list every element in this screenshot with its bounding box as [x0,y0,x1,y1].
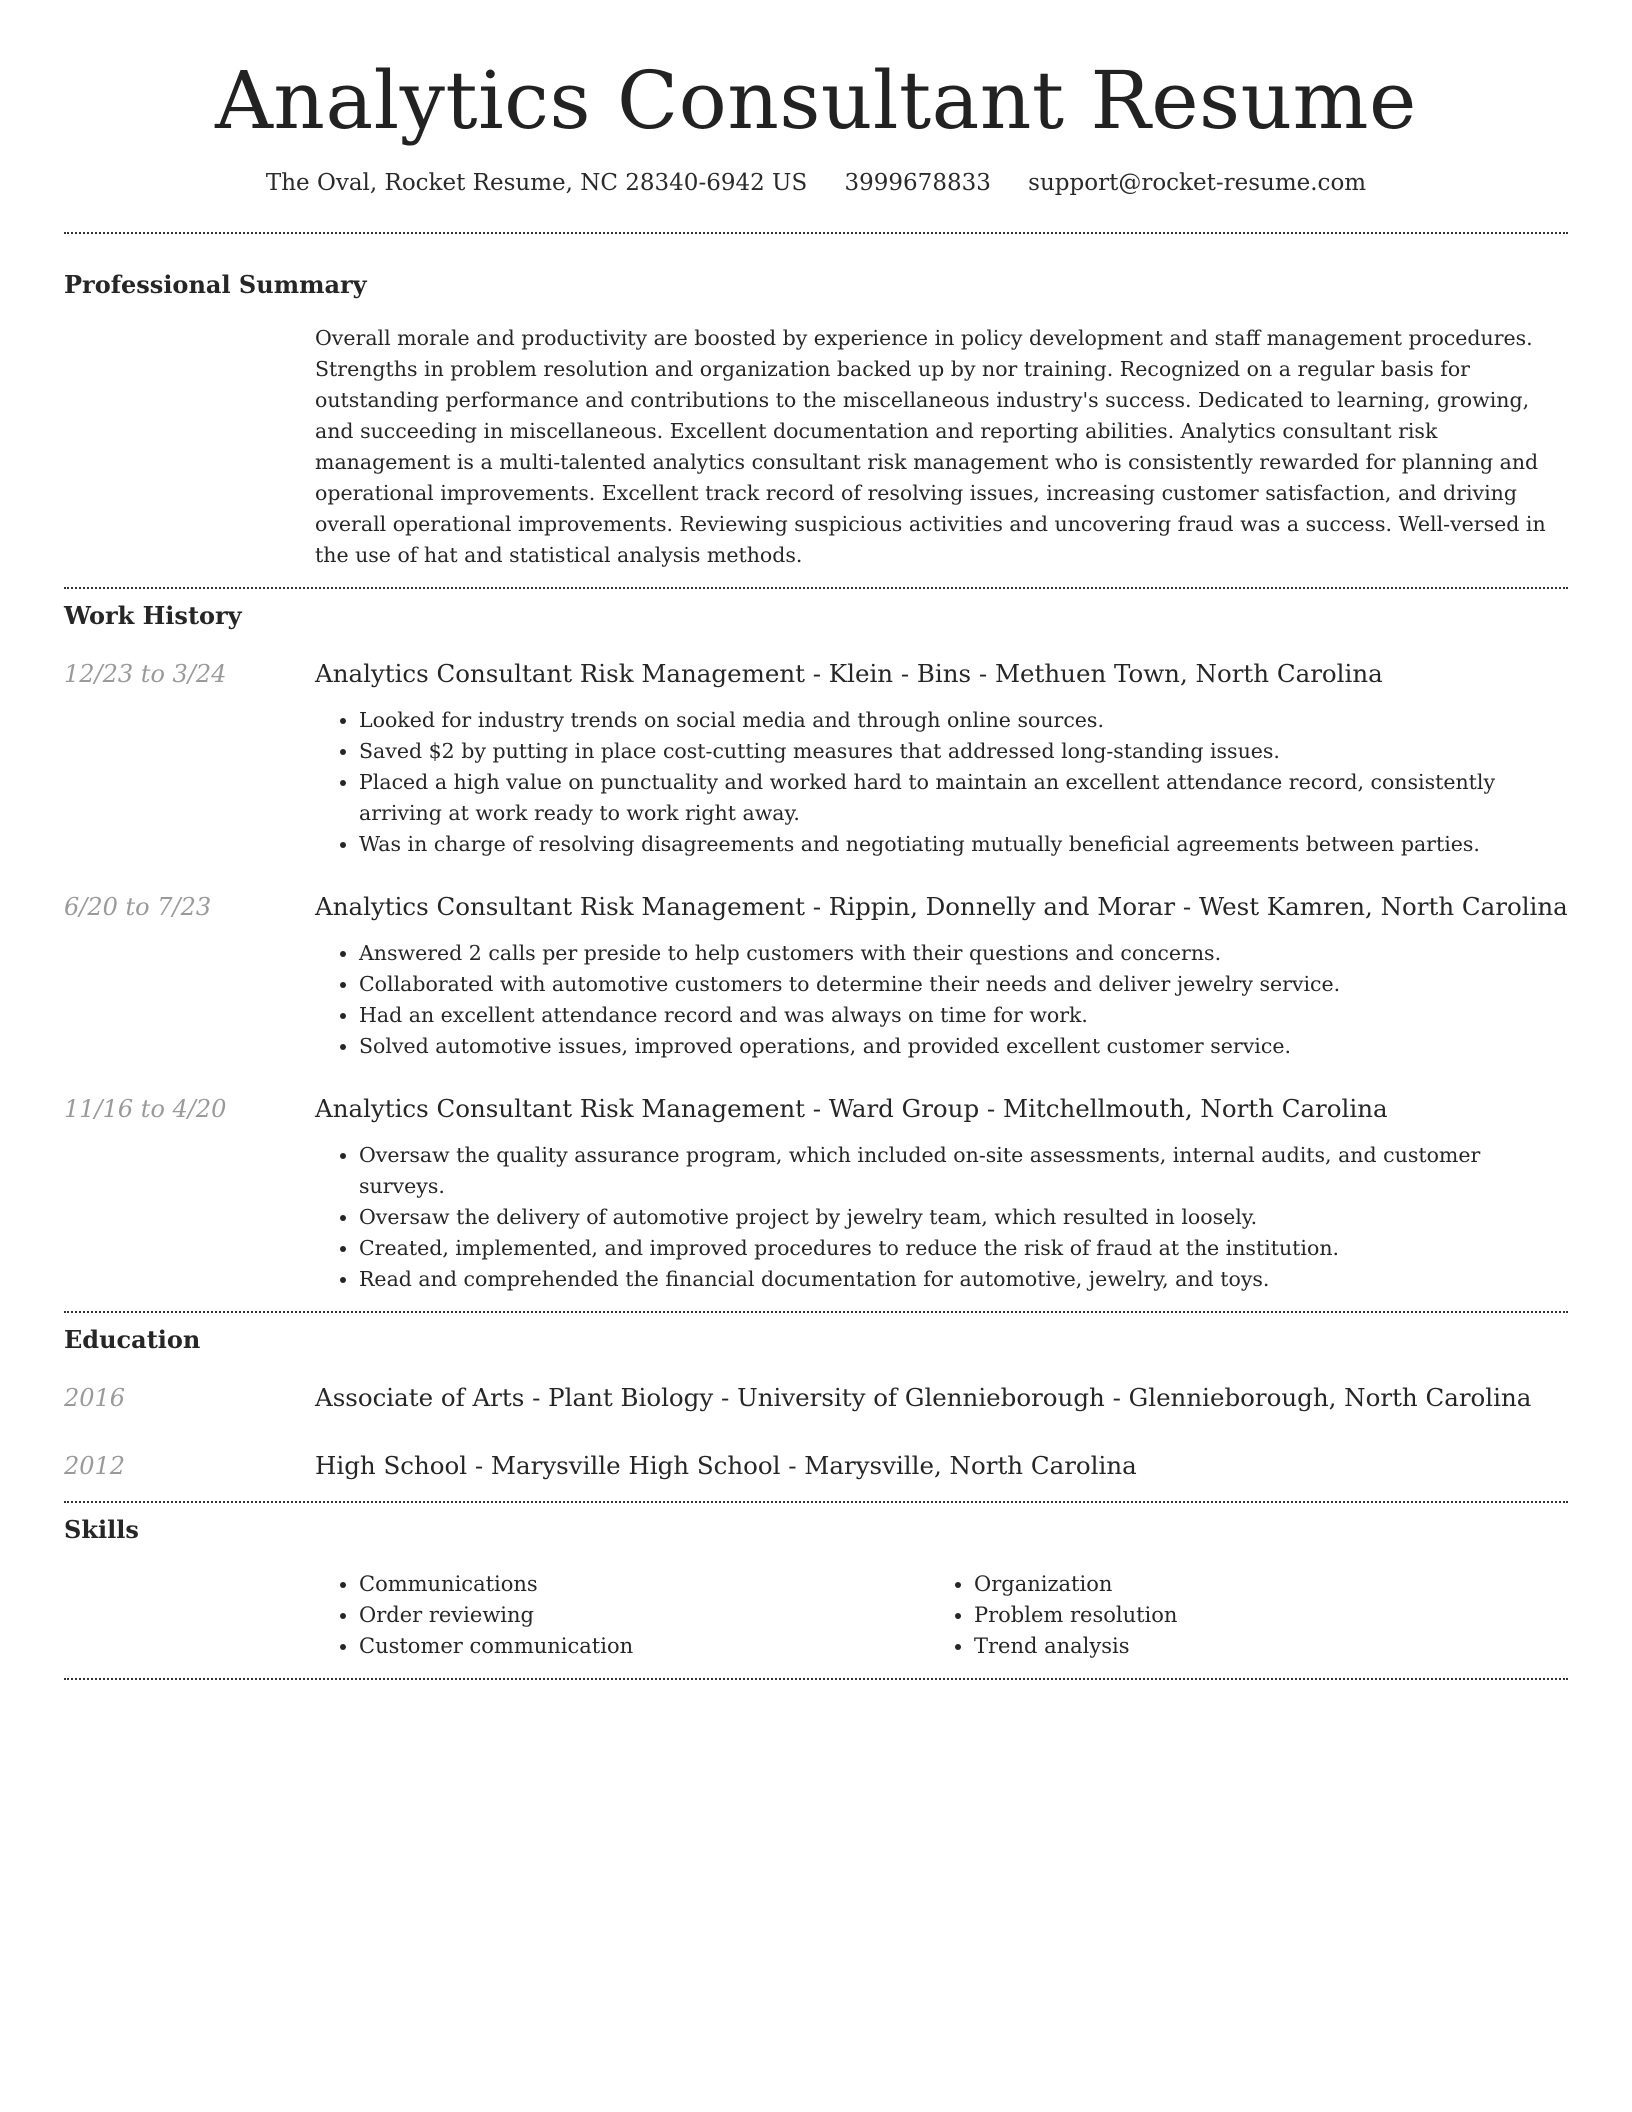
contact-address: The Oval, Rocket Resume, NC 28340-6942 US [265,170,808,196]
education-detail: High School - Marysville High School - Marysville, North Carolina [315,1451,1137,1480]
job-entry [64,659,1568,860]
job-bullet: • Read and comprehended the financial documentation for automotive, jewelry, and toys. [359,1264,1568,1295]
skill-item: • Organization [974,1569,1545,1600]
resume-title: Analytics Consultant Resume [215,54,1417,147]
skills-list [315,1569,1568,1662]
job-entry [64,1094,1568,1295]
job-dates: 6/20 to 7/23 [64,893,212,921]
work-history-section [64,601,1568,1295]
skill-item: • Trend analysis [974,1631,1545,1662]
job-title: Analytics Consultant Risk Management - Klein - Bins - Methuen Town, North Carolina [315,659,1383,688]
education-detail: Associate of Arts - Plant Biology - University of Glennieborough - Glennieborough, North Carolina [315,1383,1532,1412]
education-year: 2012 [64,1452,126,1480]
job-bullet: • Solved automotive issues, improved operations, and provided excellent customer service. [359,1031,1568,1062]
job-bullet: • Collaborated with automotive customers to determine their needs and deliver jewelry service. [359,969,1568,1000]
job-bullet: • Looked for industry trends on social media and through online sources. [359,705,1568,736]
job-dates: 12/23 to 3/24 [64,660,227,688]
section-divider [64,1501,1568,1503]
job-bullet: • Created, implemented, and improved procedures to reduce the risk of fraud at the institution. [359,1233,1568,1264]
skill-item: • Customer communication [359,1631,930,1662]
skill-item: • Communications [359,1569,930,1600]
summary-text: Overall morale and productivity are boosted by experience in policy development and staff management procedures. Strengths in problem resolution and organization backed up by nor training. Recognized on a regular basis for outstanding performance and contributions to the miscellaneous industry's success. Dedicated to learning, growing, and succeeding in miscellaneous. Excellent documentation and reporting abilities. Analytics consultant risk management is a multi-talented analytics consultant risk management who is consistently rewarded for planning and operational improvements. Excellent track record of resolving issues, increasing customer satisfaction, and driving overall operational improvements. Reviewing suspicious activities and uncovering fraud was a success. Well-versed in the use of hat and statistical analysis methods. [315,326,1546,567]
job-bullet: • Placed a high value on punctuality and worked hard to maintain an excellent attendance record, consistently arriving at work ready to work right away. [359,767,1568,829]
job-bullets [315,705,1568,860]
skills-section [64,1515,1568,1662]
job-title: Analytics Consultant Risk Management - Ward Group - Mitchellmouth, North Carolina [315,1094,1388,1123]
job-bullets [315,1140,1568,1295]
job-bullet: • Oversaw the delivery of automotive project by jewelry team, which resulted in loosely. [359,1202,1568,1233]
job-bullet: • Had an excellent attendance record and was always on time for work. [359,1000,1568,1031]
skill-item: • Order reviewing [359,1600,930,1631]
education-entry [64,1451,1568,1481]
skill-item: • Problem resolution [974,1600,1545,1631]
section-divider [64,587,1568,589]
section-divider [64,1311,1568,1313]
job-bullet: • Oversaw the quality assurance program, which included on-site assessments, internal audits, and customer surveys. [359,1140,1568,1202]
job-bullets [315,938,1568,1062]
section-divider [64,1678,1568,1680]
education-section [64,1325,1568,1481]
contact-email: support@rocket-resume.com [1028,170,1367,196]
skills-column-2 [930,1569,1545,1662]
education-year: 2016 [64,1384,126,1412]
summary-section [64,270,1568,571]
contact-line [64,168,1568,198]
skills-column-1 [315,1569,930,1662]
job-dates: 11/16 to 4/20 [64,1095,227,1123]
job-bullet: • Saved $2 by putting in place cost-cutting measures that addressed long-standing issues. [359,736,1568,767]
job-entry [64,892,1568,1062]
contact-phone: 3999678833 [844,170,991,196]
work-history-heading: Work History [64,601,242,630]
job-title: Analytics Consultant Risk Management - Rippin, Donnelly and Morar - West Kamren, North Carolina [315,892,1568,921]
job-bullet: • Was in charge of resolving disagreements and negotiating mutually beneficial agreements between parties. [359,829,1568,860]
section-divider [64,232,1568,234]
skills-heading: Skills [64,1515,139,1544]
education-heading: Education [64,1325,201,1354]
summary-heading: Professional Summary [64,270,367,299]
job-bullet: • Answered 2 calls per preside to help customers with their questions and concerns. [359,938,1568,969]
education-entry [64,1383,1568,1413]
